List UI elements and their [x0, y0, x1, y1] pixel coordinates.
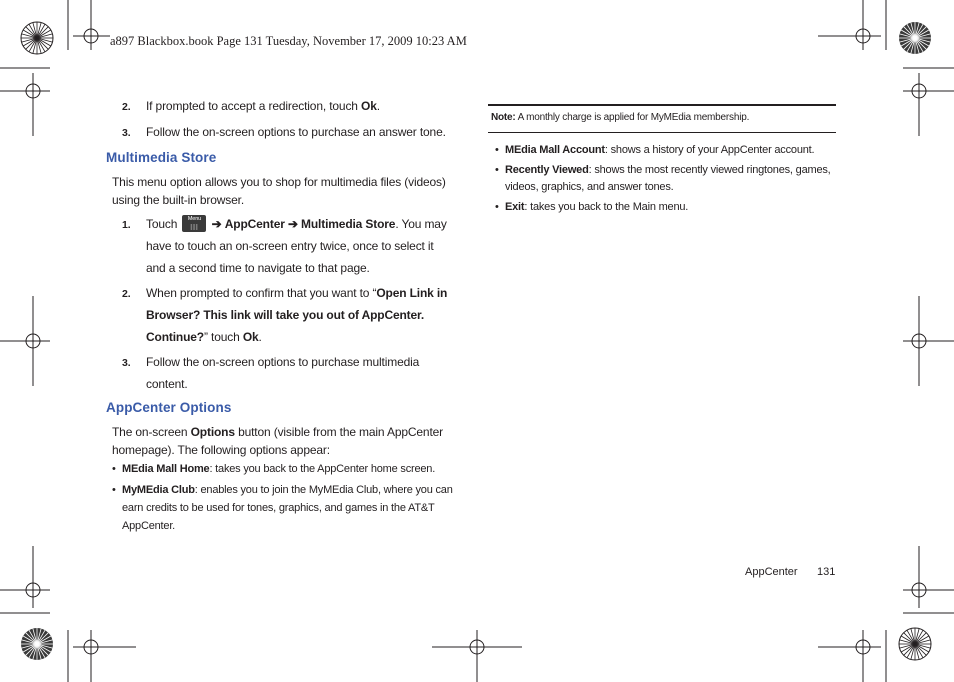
menu-key-icon: Menu — [182, 215, 206, 232]
crosshair-bottom-left-1 — [0, 546, 50, 608]
step-text: If prompted to accept a redirection, touch Ok. — [146, 99, 380, 113]
step-3-prev — [122, 123, 446, 142]
footer-section: AppCenter — [745, 566, 798, 578]
right-bullet-3: • Exit: takes you back to the Main menu. — [495, 201, 689, 213]
step-number: 3. — [122, 127, 131, 139]
step-number: 2. — [122, 101, 131, 113]
multimedia-step-3 — [122, 351, 420, 391]
multimedia-step-1 — [122, 213, 447, 275]
crosshair-bottom-mid — [432, 630, 522, 682]
crosshair-top-right-2 — [903, 73, 954, 136]
options-bullet-2: • MyMEdia Club: enables you to join the MyMEdia Club, where you can earn credits to be used for tones, graphics, and games in the AT&T AppCenter. — [112, 484, 453, 532]
options-bullet-1: • MEdia Mall Home: takes you back to the AppCenter home screen. — [112, 463, 436, 475]
crosshair-mid-right — [903, 296, 954, 386]
step-number: 3. — [122, 357, 131, 369]
right-bullet-1: • MEdia Mall Account: shows a history of your AppCenter account. — [495, 144, 815, 156]
footer-page-number: 131 — [817, 566, 836, 578]
multimedia-store-heading: Multimedia Store — [106, 150, 217, 165]
step-2-prev — [122, 97, 380, 116]
crosshair-bottom-right-2 — [903, 546, 954, 608]
crosshair-bottom-right-1 — [818, 630, 881, 682]
appcenter-options-heading: AppCenter Options — [106, 400, 232, 415]
note-box — [488, 104, 836, 133]
crosshair-top-left-1 — [73, 0, 110, 50]
multimedia-step-2 — [122, 282, 448, 344]
page-header: a897 Blackbox.book Page 131 Tuesday, November 17, 2009 10:23 AM — [110, 34, 467, 48]
step-text: Follow the on-screen options to purchase multimedia content. — [146, 355, 420, 391]
right-bullet-2: • Recently Viewed: shows the most recently viewed ringtones, games, videos, graphics, and answer tones. — [495, 164, 831, 193]
step-text: Follow the on-screen options to purchase an answer tone. — [146, 125, 446, 139]
crosshair-top-left-2 — [0, 73, 50, 136]
step-text: Touch Menu ➔ AppCenter ➔ Multimedia Store. You may have to touch an on-screen entry twice, once to select it and a second time to navigate to that page. — [146, 216, 447, 275]
step-number: 1. — [122, 219, 131, 231]
crosshair-bottom-left-2 — [73, 630, 136, 682]
crosshair-mid-left — [0, 296, 50, 386]
step-text: When prompted to confirm that you want to “Open Link in Browser? This link will take you out of AppCenter. Continue?” touch Ok. — [146, 286, 448, 344]
multimedia-intro: This menu option allows you to shop for multimedia files (videos) using the built-in browser. — [112, 175, 446, 207]
step-number: 2. — [122, 288, 131, 300]
options-intro: The on-screen Options button (visible from the main AppCenter homepage). The following options appear: — [112, 425, 443, 457]
note-text: Note: A monthly charge is applied for MyMEdia membership. — [491, 112, 750, 123]
crosshair-top-right-1 — [818, 0, 881, 50]
